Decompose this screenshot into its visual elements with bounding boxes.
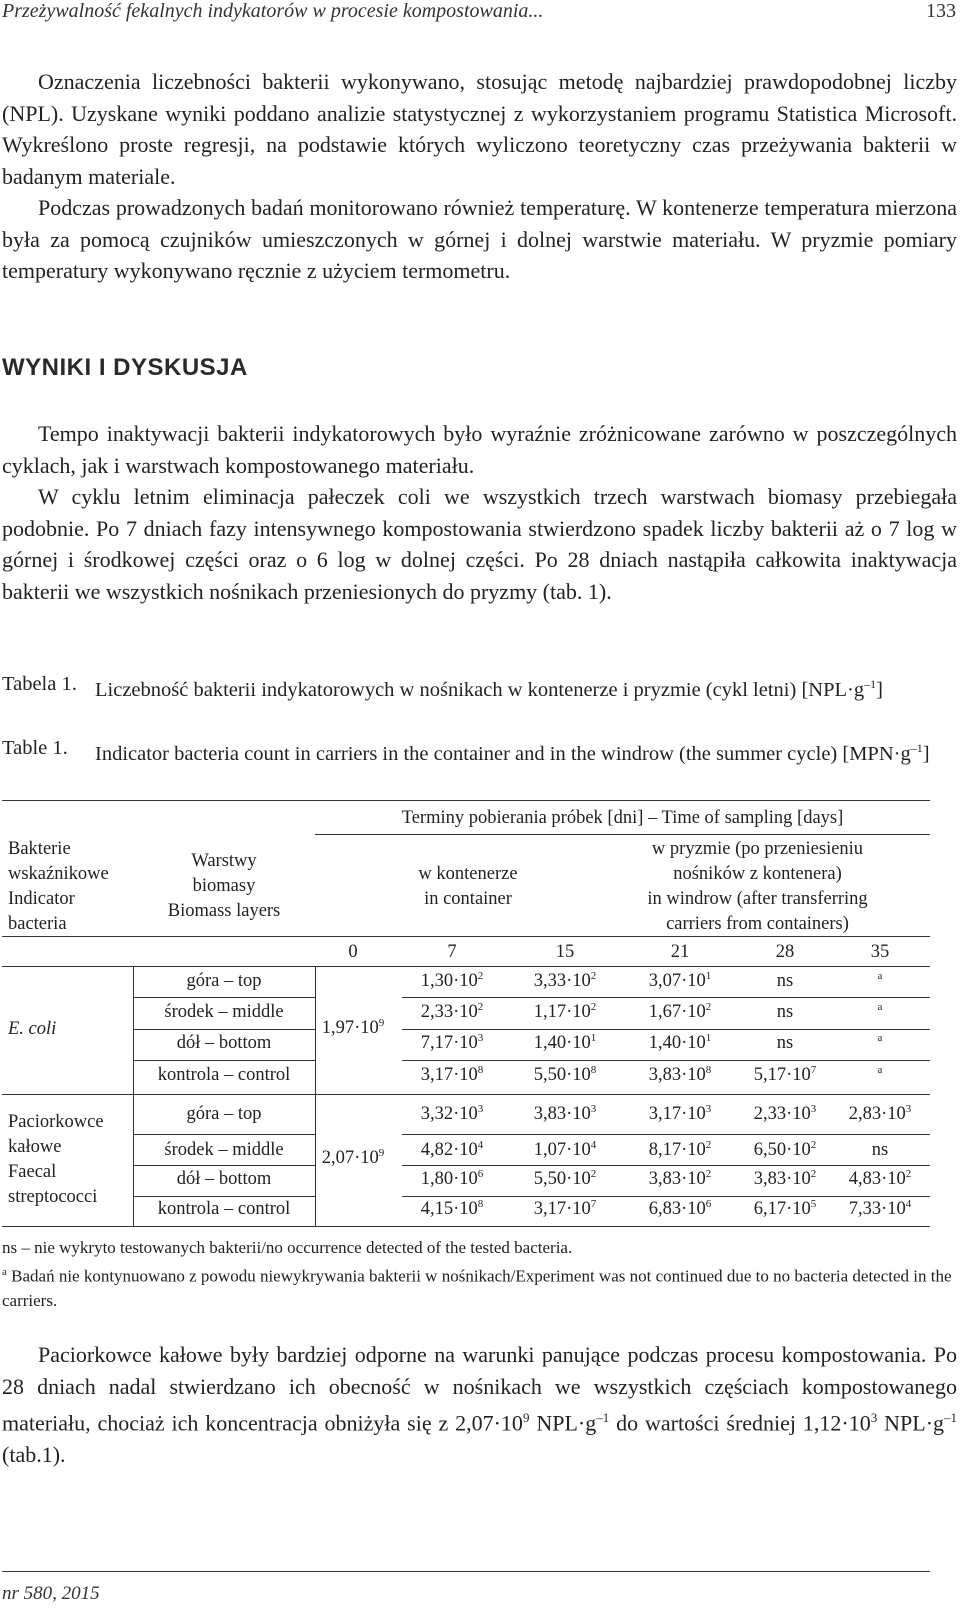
value-cell: ns [776, 1033, 794, 1053]
value-cell: $1,07\cdot 10^4$ [533, 1139, 597, 1160]
value-cell: $1,40\cdot 10^1$ [648, 1032, 712, 1053]
value-cell: $1,67\cdot 10^2$ [648, 1001, 712, 1022]
table-rule-row [133, 1060, 315, 1061]
paragraph-3: Tempo inaktywacji bakterii indykatorowych było wyraźnie zróżnicowane zarówno w poszczególnych cyklach, jak i warstwach kompostowanego materiału. [2, 421, 957, 478]
value-cell: $6,50\cdot 10^2$ [753, 1139, 817, 1160]
day-header: 15 [555, 942, 575, 962]
layer-label: dół – bottom [176, 1169, 272, 1189]
bacteria-name: Paciorkowce [8, 1112, 104, 1132]
day-header: 28 [775, 942, 795, 962]
value-cell: $1,40\cdot 10^1$ [533, 1032, 597, 1053]
table-rule-row [402, 997, 930, 998]
value-cell: a [877, 1032, 883, 1044]
paragraph-5: Paciorkowce kałowe były bardziej odporne na warunki panujące podczas procesu kompostowania. Po 28 dniach nadal stwierdzano ich obecność w nośnikach we wszystkich częściach kompostowanego materiału, chociaż ich koncentracja obniżyła się z $2,07\cdot 10^9$ $NPL\cdot g^{-1}$ do wartości średniej $1,12\cdot 10^3$ $NPL\cdot g^{-1}$ (tab.1). [2, 1342, 958, 1467]
bacteria-name: E. coli [8, 1019, 57, 1039]
caption-text: Indicator bacteria count in carriers in the container and in the windrow (the summer cycle) $[MPN\cdot g^{-1}]$ [95, 741, 930, 765]
value-cell: $7,17\cdot 10^3$ [420, 1032, 484, 1053]
layer-label: środek – middle [164, 1140, 284, 1160]
table-rule-row [133, 997, 315, 998]
table-rule-row [133, 1196, 315, 1197]
table-vrule [315, 966, 316, 1094]
value-cell: $3,32\cdot 10^3$ [420, 1103, 484, 1124]
table-rule-header [2, 936, 930, 937]
value-cell: $1,80\cdot 10^6$ [420, 1168, 484, 1189]
table-vrule [133, 1094, 134, 1226]
bacteria-name: Faecal [8, 1162, 57, 1182]
table-rule-group [2, 1094, 930, 1095]
bacteria-name: kałowe [8, 1137, 62, 1157]
value-cell: $2,83\cdot 10^3$ [848, 1103, 912, 1124]
table-rule-row [402, 1196, 930, 1197]
layer-label: środek – middle [164, 1002, 284, 1022]
bacteria-name: streptococci [8, 1187, 98, 1207]
table-vrule [315, 1094, 316, 1226]
value-cell: $1,17\cdot 10^2$ [533, 1001, 597, 1022]
table-rule-row [402, 1134, 930, 1135]
table-rule-bottom [2, 1226, 930, 1227]
paragraph-methods [2, 66, 957, 287]
header-layers-line: Warstwy [191, 851, 257, 871]
table-note-ns: ns – nie wykryto testowanych bakterii/no occurrence detected of the tested bacteria. [2, 1238, 573, 1257]
header-container-line: in container [424, 889, 512, 909]
value-cell: $3,83\cdot 10^8$ [648, 1064, 712, 1085]
layer-label: kontrola – control [157, 1199, 291, 1219]
header-windrow-line: in windrow (after transferring [647, 889, 868, 909]
caption-text: Liczebność bakterii indykatorowych w nośnikach w kontenerze i pryzmie (cykl letni) $[NPL\cdot g^{-1}]$ [95, 677, 883, 701]
header-windrow-line: nośników z kontenera) [673, 864, 842, 884]
value-cell: $4,15\cdot 10^8$ [420, 1198, 484, 1219]
header-container-line: w kontenerze [418, 864, 518, 884]
paragraph-1: Oznaczenia liczebności bakterii wykonywano, stosując metodę najbardziej prawdopodobnej liczby (NPL). Uzyskane wyniki poddano analizie statystycznej z wykorzystaniem programu Statistica Microsoft. Wykreślono proste regresji, na podstawie których wyliczono teoretyczny czas przeżywania bakterii w badanym materiale. [2, 69, 957, 189]
layer-label: góra – top [186, 1104, 262, 1124]
day-header: 0 [348, 942, 358, 962]
table-caption-pl [2, 670, 957, 728]
value-cell: $4,82\cdot 10^4$ [420, 1139, 484, 1160]
layer-label: kontrola – control [157, 1065, 291, 1085]
value-cell: a [877, 1001, 883, 1013]
caption-label: Table 1. [2, 737, 68, 759]
value-cell: $3,83\cdot 10^3$ [533, 1103, 597, 1124]
paragraph-streptococci [2, 1339, 957, 1470]
header-sampling: Terminy pobierania próbek [dni] – Time of sampling [days] [401, 808, 844, 828]
value-cell: ns [776, 1002, 794, 1022]
day0-value: $1,97\cdot 10^9$ [321, 1017, 385, 1038]
table-rule-sampling [315, 834, 930, 835]
table-rule-row [402, 1060, 930, 1061]
header-bacteria-line: bacteria [8, 914, 67, 934]
value-cell: $5,17\cdot 10^7$ [753, 1064, 817, 1085]
header-bacteria-line: Indicator [8, 889, 75, 909]
table-rule-days [2, 966, 930, 967]
paragraph-4: W cyklu letnim eliminacja pałeczek coli we wszystkich trzech warstwach biomasy przebiegała podobnie. Po 7 dniach fazy intensywnego kompostowania stwierdzono spadek liczby bakterii aż o 7 log w górnej i środkowej części oraz o 6 log w dolnej części. Po 28 dniach nastąpiła całkowita inaktywacja bakterii we wszystkich nośnikach przeniesionych do pryzmy (tab. 1). [2, 484, 957, 604]
layer-label: góra – top [186, 971, 262, 991]
paragraph-results [2, 418, 957, 607]
value-cell: $6,83\cdot 10^6$ [648, 1198, 712, 1219]
paragraph-2: Podczas prowadzonych badań monitorowano również temperaturę. W kontenerze temperatura mierzona była za pomocą czujników umieszczonych w górnej i dolnej warstwie materiału. W pryzmie pomiary temperatury wykonywano ręcznie z użyciem termometru. [2, 195, 957, 283]
header-layers-line: Biomass layers [167, 901, 281, 921]
table-caption-en [2, 734, 957, 792]
value-cell: $1,30\cdot 10^2$ [420, 970, 484, 991]
value-cell: $3,83\cdot 10^2$ [753, 1168, 817, 1189]
header-bacteria-line: wskaźnikowe [8, 864, 109, 884]
value-cell: $2,33\cdot 10^2$ [420, 1001, 484, 1022]
value-cell: $2,33\cdot 10^3$ [753, 1103, 817, 1124]
value-cell: $3,17\cdot 10^8$ [420, 1064, 484, 1085]
table-rule-top [2, 800, 930, 801]
table-rule-row [133, 1165, 315, 1166]
table-rule-row [133, 1029, 315, 1030]
footer-rule [2, 1571, 930, 1572]
page-number: 133 [926, 0, 956, 22]
value-cell: $3,07\cdot 10^1$ [648, 970, 712, 991]
value-cell: $3,83\cdot 10^2$ [648, 1168, 712, 1189]
table-note-a: $^a$ Badań nie kontynuowano z powodu niewykrywania bakterii w nośnikach/Experiment was not continued due to no bacteria detected in the carriers. [2, 1266, 952, 1310]
table-rule-row [402, 1029, 930, 1030]
value-cell: $5,50\cdot 10^8$ [533, 1064, 597, 1085]
header-layers-line: biomasy [192, 876, 256, 896]
value-cell: $8,17\cdot 10^2$ [648, 1139, 712, 1160]
section-heading: WYNIKI I DYSKUSJA [2, 354, 248, 381]
value-cell: $7,33\cdot 10^4$ [848, 1198, 912, 1219]
value-cell: ns [776, 971, 794, 991]
caption-label: Tabela 1. [2, 673, 77, 695]
value-cell: a [877, 1064, 883, 1076]
header-bacteria-line: Bakterie [8, 839, 71, 859]
day-header: 35 [870, 942, 890, 962]
layer-label: dół – bottom [176, 1033, 272, 1053]
table-rule-row [402, 1165, 930, 1166]
value-cell: $4,83\cdot 10^2$ [848, 1168, 912, 1189]
footer-issue: nr 580, 2015 [2, 1583, 100, 1604]
table-rule-row [133, 1134, 315, 1135]
value-cell: ns [871, 1140, 889, 1160]
running-head [0, 0, 960, 30]
value-cell: $3,17\cdot 10^7$ [533, 1198, 597, 1219]
running-title: Przeżywalność fekalnych indykatorów w procesie kompostowania... [2, 0, 544, 22]
value-cell: $3,33\cdot 10^2$ [533, 970, 597, 991]
day0-value: $2,07\cdot 10^9$ [321, 1147, 385, 1168]
value-cell: a [877, 970, 883, 982]
day-header: 21 [670, 942, 690, 962]
day-header: 7 [447, 942, 457, 962]
value-cell: $6,17\cdot 10^5$ [753, 1198, 817, 1219]
header-windrow-line: carriers from containers) [666, 914, 849, 934]
header-windrow-line: w pryzmie (po przeniesieniu [651, 839, 864, 859]
value-cell: $5,50\cdot 10^2$ [533, 1168, 597, 1189]
value-cell: $3,17\cdot 10^3$ [648, 1103, 712, 1124]
table-vrule [133, 966, 134, 1094]
